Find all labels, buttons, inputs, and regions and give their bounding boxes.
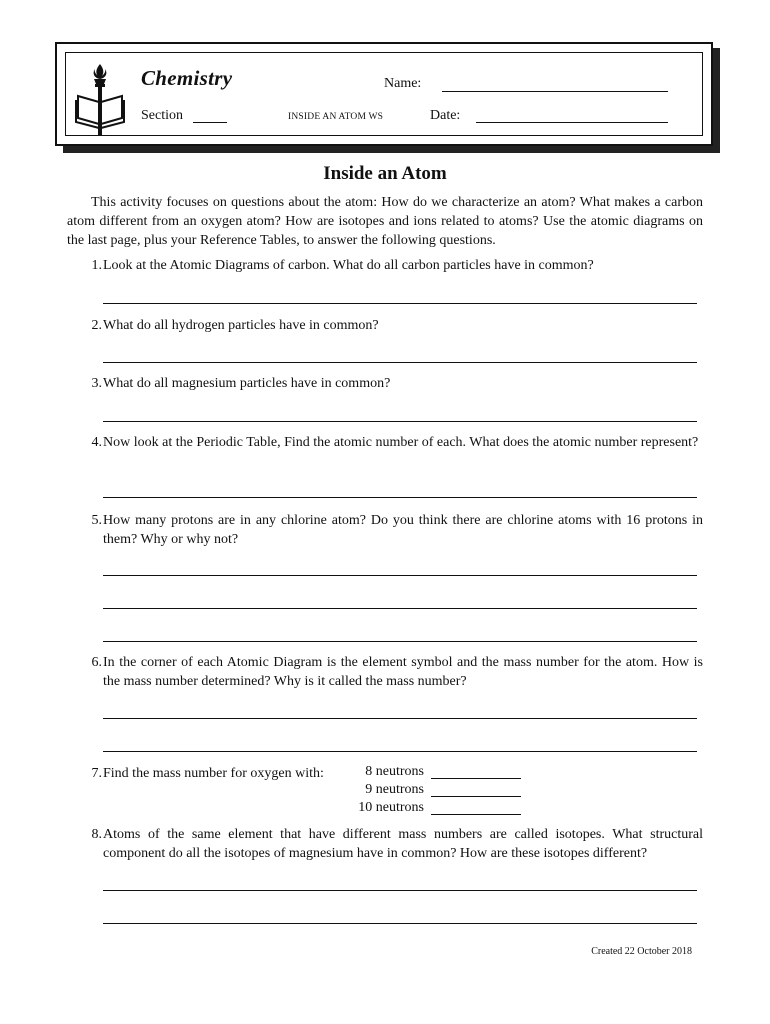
- question-4: [82, 433, 703, 452]
- mass-number-field[interactable]: [431, 796, 521, 797]
- question-number: 8.: [91, 827, 102, 842]
- answer-line[interactable]: [103, 362, 697, 363]
- answer-line[interactable]: [103, 751, 697, 752]
- question-text: Atoms of the same element that have different mass numbers are called isotopes. What structural component do all the isotopes of magnesium have in common? How are these isotopes different?: [103, 827, 703, 861]
- mass-number-field[interactable]: [431, 778, 521, 779]
- answer-line[interactable]: [103, 718, 697, 719]
- question-text: What do all hydrogen particles have in common?: [103, 318, 379, 333]
- answer-line[interactable]: [103, 421, 697, 422]
- question-3: [82, 374, 703, 393]
- answer-line[interactable]: [103, 575, 697, 576]
- question-8: [82, 825, 703, 863]
- question-7: [82, 764, 382, 783]
- question-text: In the corner of each Atomic Diagram is the element symbol and the mass number for the atom. How is the mass number determined? Why is it called the mass number?: [103, 655, 703, 689]
- question-text: How many protons are in any chlorine atom? Do you think there are chlorine atoms with 16 protons in them? Why or why not?: [103, 513, 703, 547]
- question-6: [82, 653, 703, 691]
- mass-number-field[interactable]: [431, 814, 521, 815]
- created-date: Created 22 October 2018: [591, 946, 692, 957]
- section-field[interactable]: [193, 122, 227, 123]
- section-label: Section: [141, 108, 183, 123]
- name-field[interactable]: [442, 91, 668, 92]
- torch-book-icon: [74, 62, 126, 138]
- question-text: Now look at the Periodic Table, Find the atomic number of each. What does the atomic number represent?: [103, 435, 699, 450]
- worksheet-label: INSIDE AN ATOM WS: [288, 112, 384, 122]
- intro-paragraph: This activity focuses on questions about the atom: How do we characterize an atom? What makes a carbon atom different from an oxygen atom? How are isotopes and ions related to atoms? Use the atomic diagrams on the last page, plus your Reference Tables, to answer the following questions.: [67, 195, 703, 248]
- course-title: Chemistry: [141, 66, 233, 90]
- answer-line[interactable]: [103, 890, 697, 891]
- question-number: 3.: [91, 376, 102, 391]
- question-2: [82, 316, 703, 335]
- answer-line[interactable]: [103, 641, 697, 642]
- question-1: [82, 256, 703, 275]
- question-number: 4.: [91, 435, 102, 450]
- question-number: 6.: [91, 655, 102, 670]
- neutron-option: 9 neutrons: [365, 782, 424, 797]
- question-number: 1.: [91, 258, 102, 273]
- question-number: 2.: [91, 318, 102, 333]
- question-number: 5.: [91, 513, 102, 528]
- question-text: Look at the Atomic Diagrams of carbon. What do all carbon particles have in common?: [103, 258, 594, 273]
- answer-line[interactable]: [103, 608, 697, 609]
- neutron-option: 8 neutrons: [365, 764, 424, 779]
- date-field[interactable]: [476, 122, 668, 123]
- question-text: What do all magnesium particles have in common?: [103, 376, 391, 391]
- answer-line[interactable]: [103, 303, 697, 304]
- page-title: Inside an Atom: [323, 163, 447, 184]
- answer-line[interactable]: [103, 923, 697, 924]
- name-label: Name:: [384, 76, 422, 91]
- date-label: Date:: [430, 108, 461, 123]
- question-text: Find the mass number for oxygen with:: [103, 766, 324, 781]
- question-number: 7.: [91, 766, 102, 781]
- answer-line[interactable]: [103, 497, 697, 498]
- neutron-option: 10 neutrons: [358, 800, 424, 815]
- question-5: [82, 511, 703, 549]
